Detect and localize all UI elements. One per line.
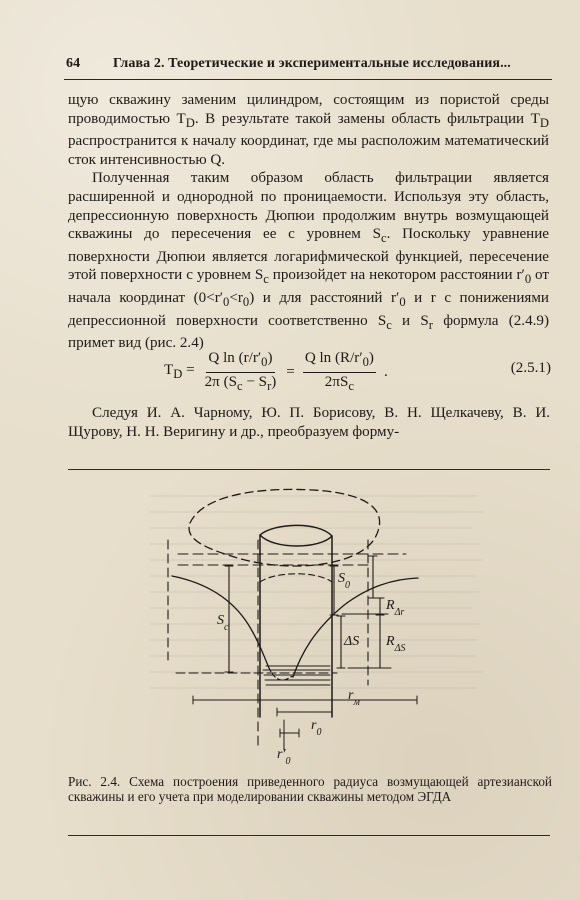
bleed-through-text-lines (150, 496, 483, 688)
page-number: 64 (66, 56, 81, 71)
second-fraction (303, 351, 376, 392)
equation-formula (164, 350, 444, 394)
equation-number: (2.5.1) (510, 360, 551, 376)
first-fraction-numerator: Q $\ln (r/r'_0)$ (206, 351, 274, 372)
equation-period: . (383, 363, 388, 380)
well-scheme-diagram (68, 470, 552, 770)
paragraph-2: Полученная таким образом область фильтрации является расширенной и однородной по проницаемости. Используя эту область, депрессионную поверхность Дюпюи продолжим внутрь возмущающей скважины до пересечения ее с уровнем $S_c$. Поскольку уравнение поверхности Дюпюи является логарифмической функцией, пересечение этой поверхности с уровнем $S_c$ произойдет на некотором расстоянии $r'_0$ от начала координат $(0<r'_0<r_0)$ и для расстояний $r'_0$ и r с понижениями депрессионной поверхности соответственно $S_c$ и $S_r$ формула (2.4.9) примет вид (рис. 2.4) (68, 170, 549, 352)
first-fraction (203, 351, 279, 392)
page-header (66, 56, 552, 80)
right-depression-curve (293, 578, 418, 677)
running-title (113, 56, 543, 72)
rm-label: $r_м$ (348, 688, 360, 708)
r0-label: $r_0$ (311, 718, 322, 738)
figure-2-4 (68, 470, 552, 770)
diagram-lines (168, 489, 418, 750)
equation-lhs: $T_D$ = (164, 361, 195, 381)
paragraph-1: щую скважину заменим цилиндром, состоящим из пористой среды проводимостью $T_D$. В результате такой замены область фильтрации $T_D$ распространится к началу координат, где мы расположим математический сток интенсивностью Q. (68, 92, 549, 168)
first-fraction-denominator: 2π $(S_c - S_r)$ (204, 373, 277, 393)
delta-s-label: ΔS (344, 634, 360, 649)
paragraph-3: Следуя И. А. Чарному, Ю. П. Борисову, В. Н. Щелкачеву, В. И. Щурову, Н. Н. Веригину и др., преобразуем форму- (68, 405, 550, 440)
well-top-ellipse (260, 525, 332, 546)
equation-2-5-1 (68, 343, 551, 399)
sc-label: $S_c$ (217, 613, 229, 633)
figure-bottom-divider (68, 835, 550, 836)
main-text-block (68, 91, 549, 353)
chapter-label: Глава 2. (113, 56, 165, 71)
well-hidden-back-ellipse (260, 574, 332, 582)
continued-text-block (68, 404, 550, 441)
chapter-title: Теоретические и экспериментальные исследования... (168, 56, 511, 71)
diagram-labels (217, 571, 405, 767)
second-fraction-numerator: Q $\ln (R/r'_0)$ (303, 351, 376, 372)
second-fraction-denominator: $2\pi S_c$ (324, 373, 354, 393)
header-divider (64, 79, 552, 80)
equation-equals: = (286, 363, 295, 380)
r-delta-r-label: $R_{\Delta r}$ (386, 598, 405, 618)
r0-prime-label: $r'_0$ (277, 747, 291, 767)
r-delta-s-label: $R_{\Delta S}$ (386, 634, 406, 654)
s0-label: $S_0$ (338, 571, 350, 591)
figure-caption: Рис. 2.4. Схема построения приведенного радиуса возмущающей артезианской скважины и его учета при моделировании скважины методом ЭГДА (68, 774, 552, 805)
